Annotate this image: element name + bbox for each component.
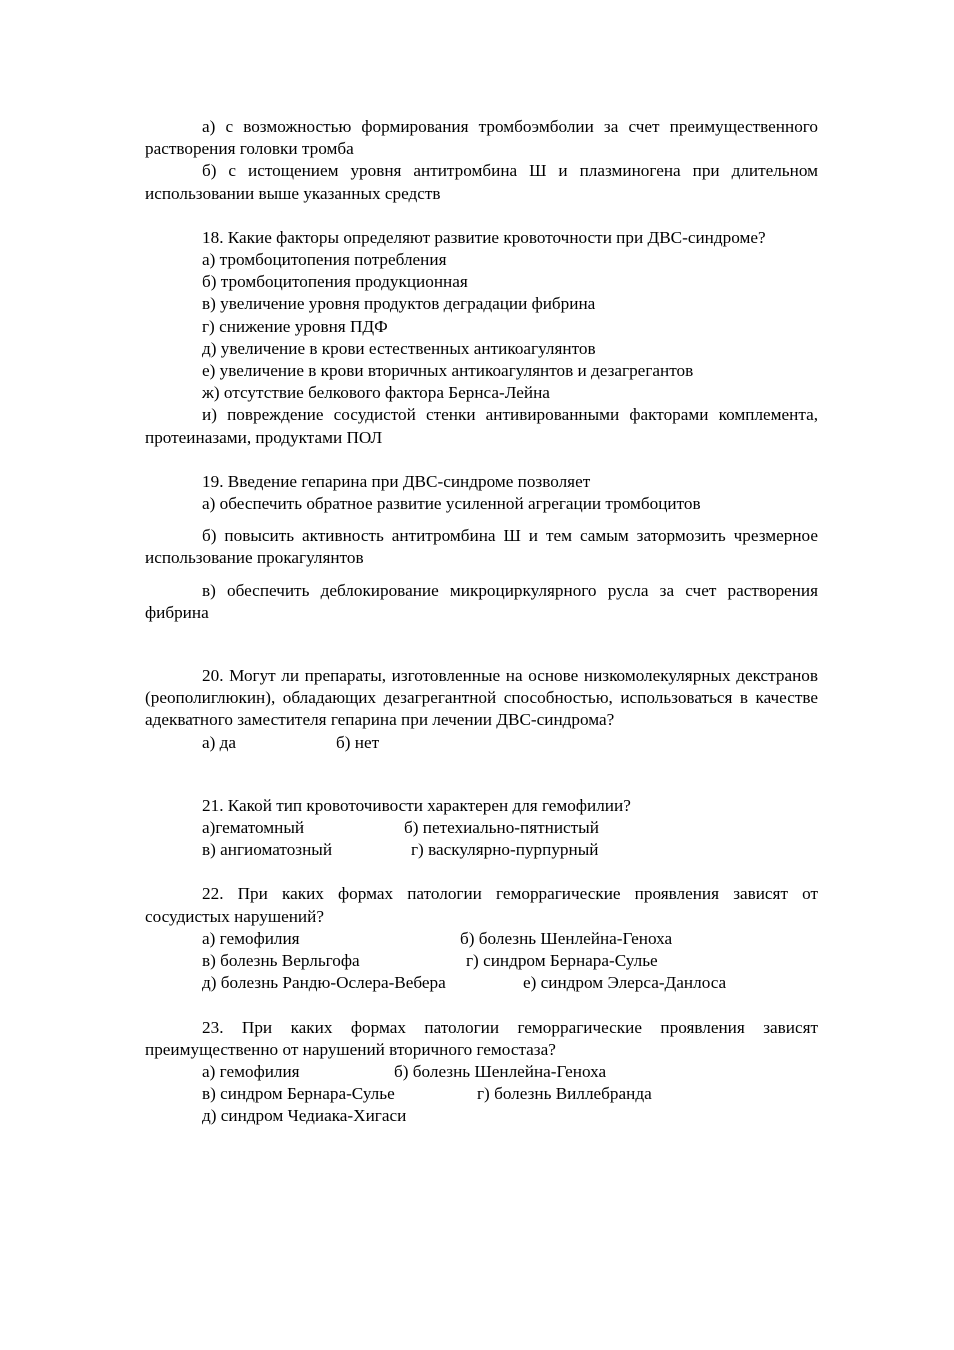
q18-option-g: г) снижение уровня ПДФ xyxy=(202,316,388,336)
q23-option-d: д) синдром Чедиака-Хигаси xyxy=(202,1106,407,1126)
q22-options-row-3 xyxy=(145,972,818,994)
q23-option-b: б) болезнь Шенлейна-Геноха xyxy=(394,1061,607,1081)
q23-option-v: в) синдром Бернара-Сулье xyxy=(202,1084,395,1104)
q19-option-b: б) повысить активность антитромбина Ш и тем самым затормозить чрезмерное использование прокагулянтов xyxy=(145,526,818,568)
q18-option-b: б) тромбоцитопения продукционная xyxy=(202,272,468,292)
q22-option-g: г) синдром Бернара-Сулье xyxy=(466,951,658,971)
q23-option-g: г) болезнь Виллебранда xyxy=(477,1084,652,1104)
q22-option-a: а) гемофилия xyxy=(202,928,300,948)
q18-option-e: е) увеличение в крови вторичных антикоагулянтов и дезагрегантов xyxy=(202,361,694,381)
q23-option-a: а) гемофилия xyxy=(202,1061,300,1081)
q21-option-v: в) ангиоматозный xyxy=(202,840,333,860)
q18-option-v: в) увеличение уровня продуктов деградации фибрина xyxy=(202,294,596,314)
question-19: 19. Введение гепарина при ДВС-синдроме позволяет xyxy=(202,471,591,491)
q22-options-row-1 xyxy=(145,928,818,950)
q19-option-a: а) обеспечить обратное развитие усиленной агрегации тромбоцитов xyxy=(202,494,701,514)
q22-option-d: д) болезнь Рандю-Ослера-Вебера xyxy=(202,973,446,993)
q22-option-e: е) синдром Элерса-Данлоса xyxy=(523,973,727,993)
q18-option-d: д) увеличение в крови естественных антикоагулянтов xyxy=(202,338,596,358)
q22-options-row-2 xyxy=(145,950,818,972)
q21-option-g: г) васкулярно-пурпурный xyxy=(411,840,599,860)
prev-option-b: б) с истощением уровня антитромбина Ш и плазминогена при длительном использовании выше указанных средств xyxy=(145,161,818,203)
q23-options-row-1 xyxy=(145,1061,818,1083)
q21-options-row-1 xyxy=(145,817,818,839)
q18-option-zh: ж) отсутствие белкового фактора Бернса-Лейна xyxy=(202,383,550,403)
q18-option-a: а) тромбоцитопения потребления xyxy=(202,250,447,270)
q20-option-b: б) нет xyxy=(336,732,380,752)
q20-options xyxy=(145,732,818,754)
document-page xyxy=(145,116,818,1128)
q18-option-i: и) повреждение сосудистой стенки антивированными факторами комплемента, протеиназами, продуктами ПОЛ xyxy=(145,405,818,447)
q20-option-a: а) да xyxy=(202,732,237,752)
q21-option-a: а)гематомный xyxy=(202,818,305,838)
q21-option-b: б) петехиально-пятнистый xyxy=(404,818,599,838)
prev-option-a: а) с возможностью формирования тромбоэмболии за счет преимущественного растворения головки тромба xyxy=(145,117,818,159)
q21-options-row-2 xyxy=(145,839,818,861)
question-20: 20. Могут ли препараты, изготовленные на основе низкомолекулярных декстранов (реополиглюкин), обладающих дезагрегантной способностью, использоваться в качестве адекватного заместителя гепарина при лечении ДВС-синдрома? xyxy=(145,666,818,730)
question-18: 18. Какие факторы определяют развитие кровоточности при ДВС-синдроме? xyxy=(202,227,766,247)
question-23: 23. При каких формах патологии геморрагические проявления зависят преимущественно от нарушений вторичного гемостаза? xyxy=(145,1017,818,1059)
question-21: 21. Какой тип кровоточивости характерен для гемофилии? xyxy=(202,795,631,815)
q19-option-v: в) обеспечить деблокирование микроциркулярного русла за счет растворения фибрина xyxy=(145,580,818,622)
q22-option-b: б) болезнь Шенлейна-Геноха xyxy=(460,928,673,948)
q22-option-v: в) болезнь Верльгофа xyxy=(202,951,360,971)
q23-options-row-2 xyxy=(145,1083,818,1105)
question-22: 22. При каких формах патологии геморрагические проявления зависят от сосудистых нарушений? xyxy=(145,884,818,926)
